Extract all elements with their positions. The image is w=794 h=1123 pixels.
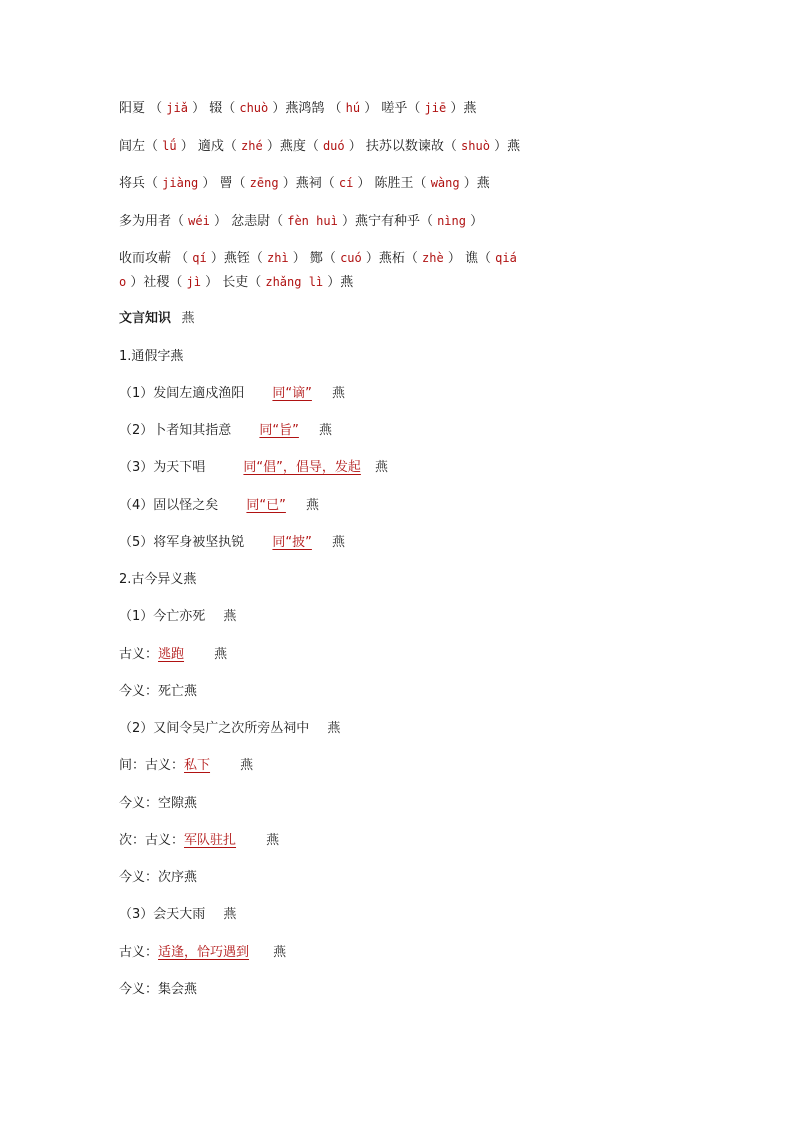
word-text: ）燕 <box>489 139 521 154</box>
guyin-q2b-old <box>119 832 279 850</box>
pinyin-answer: zēng <box>249 176 279 190</box>
old-meaning-label: 古义： <box>119 945 159 960</box>
format-mark: 燕 <box>240 758 254 773</box>
tongjia-item-1 <box>119 385 345 403</box>
guyin-q1-new: 今义：死亡燕 <box>119 684 198 699</box>
pinyin-row <box>119 212 483 231</box>
old-meaning-label: 古义： <box>119 647 159 662</box>
pinyin-answer: cí <box>338 176 354 190</box>
word-text: ）燕度（ <box>262 139 323 154</box>
word-text: ）燕 <box>459 176 490 191</box>
old-meaning-label: 次：古义： <box>119 833 185 848</box>
word-text: ） 长吏（ <box>200 275 266 290</box>
pinyin-answer: zhǎng lì <box>265 275 324 289</box>
guyin-question: （1）今亡亦死 <box>119 609 206 624</box>
pinyin-row <box>119 249 517 268</box>
guyin-q2b-new: 今义：次序燕 <box>119 870 198 885</box>
tongjia-question: （2）卜者知其指意 <box>119 423 232 438</box>
guyin-q2a-new: 今义：空隙燕 <box>119 796 198 811</box>
word-text: ） 忿恚尉（ <box>209 214 288 229</box>
tongjia-heading: 1.通假字燕 <box>119 349 184 364</box>
word-text: ）燕柘（ <box>361 251 423 266</box>
word-text: ） 陈胜王（ <box>353 176 431 191</box>
format-mark: 燕 <box>327 721 341 736</box>
word-text: 阳夏 （ <box>119 101 167 116</box>
format-mark: 燕 <box>223 609 237 624</box>
format-mark: 燕 <box>332 535 346 550</box>
tongjia-answer: 同“谪” <box>272 386 312 401</box>
tongjia-item-3 <box>119 459 388 477</box>
pinyin-answer: zhè <box>422 251 444 265</box>
word-text: ）燕祠（ <box>278 176 339 191</box>
word-text: 将兵（ <box>119 176 163 191</box>
pinyin-answer: hú <box>345 101 361 115</box>
pinyin-row <box>119 99 476 118</box>
tongjia-answer: 同“披” <box>272 535 312 550</box>
format-mark: 燕 <box>332 386 346 401</box>
pinyin-answer: jiē <box>424 101 447 115</box>
old-meaning: 私下 <box>184 758 211 773</box>
pinyin-answer: nìng <box>437 214 466 228</box>
word-text: ） <box>465 214 484 229</box>
tongjia-question: （4）固以怪之矣 <box>119 498 219 513</box>
pinyin-answer: jiàng <box>162 176 199 190</box>
format-mark: 燕 <box>273 945 287 960</box>
guyin-q2a-old <box>119 757 253 775</box>
word-text: ） 谯（ <box>443 251 496 266</box>
old-meaning: 军队驻扎 <box>184 833 237 848</box>
tongjia-answer: 同“旨” <box>259 423 299 438</box>
tongjia-item-4 <box>119 497 319 515</box>
pinyin-answer: jiǎ <box>166 101 188 115</box>
pinyin-row <box>119 174 490 193</box>
pinyin-answer: wéi <box>188 214 210 228</box>
word-text: ）社稷（ <box>126 275 187 290</box>
word-text: ）燕 <box>446 101 477 116</box>
guyin-q1 <box>119 608 236 626</box>
guyin-heading: 2.古今异义燕 <box>119 572 197 587</box>
pinyin-answer: o <box>119 275 127 289</box>
format-mark: 燕 <box>181 311 195 326</box>
pinyin-row <box>119 273 353 292</box>
word-text: 闾左（ <box>119 139 163 154</box>
word-text: ） 扶苏以数谏故（ <box>344 139 462 154</box>
word-text: ） 適戍（ <box>176 139 241 154</box>
format-mark: 燕 <box>319 423 333 438</box>
section-title-line <box>119 310 195 328</box>
word-text: ） 辍（ <box>187 101 240 116</box>
pinyin-answer: lǘ <box>162 139 177 153</box>
pinyin-answer: jì <box>186 275 201 289</box>
pinyin-answer: qí <box>192 251 207 265</box>
word-text: ） 罾（ <box>198 176 250 191</box>
tongjia-item-2 <box>119 422 332 440</box>
tongjia-item-5 <box>119 534 345 552</box>
format-mark: 燕 <box>214 647 228 662</box>
tongjia-answer: 同“倡”，倡导，发起 <box>243 460 361 475</box>
guyin-q3 <box>119 906 236 924</box>
pinyin-answer: wàng <box>430 176 460 190</box>
guyin-question: （3）会天大雨 <box>119 907 206 922</box>
tongjia-question: （3）为天下唱 <box>119 460 206 475</box>
guyin-question: （2）又间令吴广之次所旁丛祠中 <box>119 721 310 736</box>
section-title: 文言知识 <box>119 311 172 326</box>
guyin-q3-old <box>119 944 286 962</box>
pinyin-answer: shuò <box>461 139 490 153</box>
tongjia-question: （1）发闾左適戍渔阳 <box>119 386 245 401</box>
pinyin-row <box>119 137 520 156</box>
pinyin-answer: cuó <box>340 251 362 265</box>
pinyin-answer: zhé <box>241 139 263 153</box>
guyin-q3-new: 今义：集会燕 <box>119 982 198 997</box>
guyin-q1-old <box>119 646 227 664</box>
word-text: 多为用者（ <box>119 214 189 229</box>
word-text: ）燕 <box>323 275 354 290</box>
word-text: ）燕鸿鹄 （ <box>268 101 346 116</box>
word-text: ）燕宁有种乎（ <box>337 214 438 229</box>
old-meaning: 逃跑 <box>158 647 185 662</box>
format-mark: 燕 <box>375 460 389 475</box>
tongjia-answer: 同“已” <box>246 498 286 513</box>
pinyin-answer: qiá <box>495 251 517 265</box>
pinyin-answer: duó <box>322 139 345 153</box>
pinyin-answer: chuò <box>239 101 269 115</box>
guyin-q2 <box>119 720 340 738</box>
word-text: ） 酂（ <box>288 251 341 266</box>
old-meaning: 适逢，恰巧遇到 <box>158 945 250 960</box>
tongjia-question: （5）将军身被坚执锐 <box>119 535 245 550</box>
format-mark: 燕 <box>266 833 280 848</box>
word-text: ）燕铚（ <box>206 251 267 266</box>
format-mark: 燕 <box>223 907 237 922</box>
word-text: 收而攻蕲 （ <box>119 251 193 266</box>
pinyin-answer: fèn huì <box>287 214 338 228</box>
format-mark: 燕 <box>306 498 320 513</box>
old-meaning-label: 间：古义： <box>119 758 185 773</box>
pinyin-answer: zhì <box>266 251 289 265</box>
word-text: ） 嗟乎（ <box>360 101 425 116</box>
